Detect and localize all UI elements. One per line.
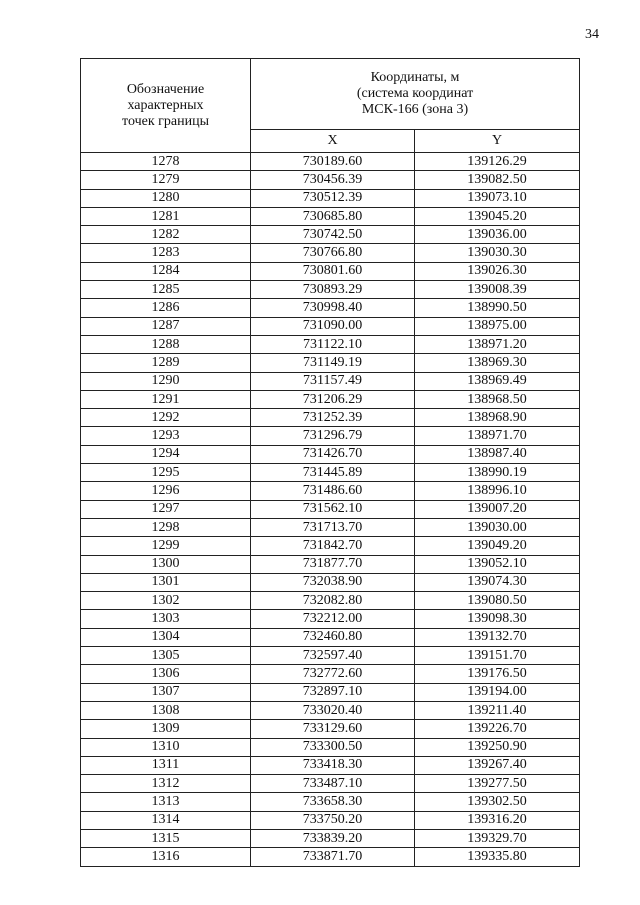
y-coordinate-cell: 139211.40 — [415, 701, 580, 719]
y-coordinate-cell: 138996.10 — [415, 482, 580, 500]
point-id-cell: 1290 — [81, 372, 251, 390]
page-number: 34 — [585, 27, 599, 42]
y-coordinate-cell: 139151.70 — [415, 647, 580, 665]
point-id-cell: 1316 — [81, 848, 251, 866]
table-row — [81, 207, 580, 225]
table-row — [81, 189, 580, 207]
table-row — [81, 665, 580, 683]
table-row — [81, 281, 580, 299]
y-coordinate-cell: 139098.30 — [415, 610, 580, 628]
x-coordinate-cell: 732897.10 — [251, 683, 415, 701]
table-row — [81, 299, 580, 317]
y-coordinate-cell: 139052.10 — [415, 555, 580, 573]
table-row — [81, 390, 580, 408]
y-coordinate-cell: 138969.49 — [415, 372, 580, 390]
x-coordinate-cell: 732597.40 — [251, 647, 415, 665]
table-row — [81, 738, 580, 756]
x-coordinate-cell: 733871.70 — [251, 848, 415, 866]
table-row — [81, 720, 580, 738]
point-id-cell: 1291 — [81, 390, 251, 408]
y-coordinate-cell: 139082.50 — [415, 171, 580, 189]
header-x: X — [251, 129, 415, 152]
point-id-cell: 1289 — [81, 354, 251, 372]
y-coordinate-cell: 139030.00 — [415, 518, 580, 536]
header-coordinates — [251, 59, 580, 130]
point-id-cell: 1307 — [81, 683, 251, 701]
y-coordinate-cell: 139267.40 — [415, 756, 580, 774]
point-id-cell: 1312 — [81, 775, 251, 793]
table-body — [81, 153, 580, 867]
point-id-cell: 1292 — [81, 409, 251, 427]
x-coordinate-cell: 733839.20 — [251, 829, 415, 847]
table-row — [81, 793, 580, 811]
table-row — [81, 683, 580, 701]
x-coordinate-cell: 733487.10 — [251, 775, 415, 793]
table-row — [81, 445, 580, 463]
x-coordinate-cell: 730766.80 — [251, 244, 415, 262]
y-coordinate-cell: 139250.90 — [415, 738, 580, 756]
y-coordinate-cell: 139080.50 — [415, 592, 580, 610]
x-coordinate-cell: 731296.79 — [251, 427, 415, 445]
table-row — [81, 829, 580, 847]
table-row — [81, 226, 580, 244]
x-coordinate-cell: 730742.50 — [251, 226, 415, 244]
point-id-cell: 1314 — [81, 811, 251, 829]
y-coordinate-cell: 139329.70 — [415, 829, 580, 847]
point-id-cell: 1288 — [81, 335, 251, 353]
coordinates-table — [80, 58, 580, 867]
table-row — [81, 628, 580, 646]
point-id-cell: 1285 — [81, 281, 251, 299]
table-row — [81, 701, 580, 719]
x-coordinate-cell: 731122.10 — [251, 335, 415, 353]
y-coordinate-cell: 139194.00 — [415, 683, 580, 701]
table-row — [81, 372, 580, 390]
point-id-cell: 1302 — [81, 592, 251, 610]
header-point-line: точек границы — [122, 113, 209, 129]
x-coordinate-cell: 730189.60 — [251, 153, 415, 171]
x-coordinate-cell: 731486.60 — [251, 482, 415, 500]
x-coordinate-cell: 732460.80 — [251, 628, 415, 646]
table-row — [81, 573, 580, 591]
y-coordinate-cell: 139073.10 — [415, 189, 580, 207]
header-coords-line: МСК-166 (зона 3) — [361, 101, 469, 117]
y-coordinate-cell: 139316.20 — [415, 811, 580, 829]
table-row — [81, 592, 580, 610]
x-coordinate-cell: 732038.90 — [251, 573, 415, 591]
x-coordinate-cell: 731877.70 — [251, 555, 415, 573]
x-coordinate-cell: 731090.00 — [251, 317, 415, 335]
table-row — [81, 555, 580, 573]
header-y: Y — [415, 129, 580, 152]
table-row — [81, 848, 580, 866]
header-point-line: Обозначение — [126, 81, 205, 97]
point-id-cell: 1284 — [81, 262, 251, 280]
x-coordinate-cell: 732772.60 — [251, 665, 415, 683]
x-coordinate-cell: 731842.70 — [251, 537, 415, 555]
point-id-cell: 1310 — [81, 738, 251, 756]
table-row — [81, 811, 580, 829]
point-id-cell: 1308 — [81, 701, 251, 719]
x-coordinate-cell: 731252.39 — [251, 409, 415, 427]
y-coordinate-cell: 139030.30 — [415, 244, 580, 262]
table-row — [81, 427, 580, 445]
point-id-cell: 1278 — [81, 153, 251, 171]
y-coordinate-cell: 138975.00 — [415, 317, 580, 335]
table-row — [81, 335, 580, 353]
y-coordinate-cell: 138968.50 — [415, 390, 580, 408]
table-row — [81, 244, 580, 262]
y-coordinate-cell: 139026.30 — [415, 262, 580, 280]
x-coordinate-cell: 731713.70 — [251, 518, 415, 536]
table-row — [81, 518, 580, 536]
table-row — [81, 537, 580, 555]
header-coords-line: (система координат — [356, 85, 474, 101]
point-id-cell: 1315 — [81, 829, 251, 847]
y-coordinate-cell: 139132.70 — [415, 628, 580, 646]
x-coordinate-cell: 733418.30 — [251, 756, 415, 774]
y-coordinate-cell: 139302.50 — [415, 793, 580, 811]
x-coordinate-cell: 733658.30 — [251, 793, 415, 811]
y-coordinate-cell: 138987.40 — [415, 445, 580, 463]
point-id-cell: 1295 — [81, 464, 251, 482]
x-coordinate-cell: 731562.10 — [251, 500, 415, 518]
point-id-cell: 1306 — [81, 665, 251, 683]
point-id-cell: 1311 — [81, 756, 251, 774]
table-row — [81, 153, 580, 171]
x-coordinate-cell: 733300.50 — [251, 738, 415, 756]
y-coordinate-cell: 139036.00 — [415, 226, 580, 244]
header-point-line: характерных — [127, 97, 204, 113]
point-id-cell: 1301 — [81, 573, 251, 591]
point-id-cell: 1305 — [81, 647, 251, 665]
y-coordinate-cell: 139008.39 — [415, 281, 580, 299]
y-coordinate-cell: 138971.20 — [415, 335, 580, 353]
y-coordinate-cell: 139049.20 — [415, 537, 580, 555]
x-coordinate-cell: 731206.29 — [251, 390, 415, 408]
table-row — [81, 464, 580, 482]
x-coordinate-cell: 730512.39 — [251, 189, 415, 207]
x-coordinate-cell: 733750.20 — [251, 811, 415, 829]
x-coordinate-cell: 730456.39 — [251, 171, 415, 189]
table-header — [81, 59, 580, 153]
x-coordinate-cell: 733129.60 — [251, 720, 415, 738]
table-row — [81, 500, 580, 518]
y-coordinate-cell: 138990.50 — [415, 299, 580, 317]
point-id-cell: 1294 — [81, 445, 251, 463]
y-coordinate-cell: 138969.30 — [415, 354, 580, 372]
point-id-cell: 1280 — [81, 189, 251, 207]
table-row — [81, 354, 580, 372]
x-coordinate-cell: 730998.40 — [251, 299, 415, 317]
point-id-cell: 1283 — [81, 244, 251, 262]
x-coordinate-cell: 732082.80 — [251, 592, 415, 610]
x-coordinate-cell: 731149.19 — [251, 354, 415, 372]
table-row — [81, 171, 580, 189]
table-row — [81, 482, 580, 500]
y-coordinate-cell: 139226.70 — [415, 720, 580, 738]
table-row — [81, 647, 580, 665]
point-id-cell: 1299 — [81, 537, 251, 555]
y-coordinate-cell: 139335.80 — [415, 848, 580, 866]
point-id-cell: 1309 — [81, 720, 251, 738]
point-id-cell: 1300 — [81, 555, 251, 573]
point-id-cell: 1281 — [81, 207, 251, 225]
point-id-cell: 1279 — [81, 171, 251, 189]
point-id-cell: 1287 — [81, 317, 251, 335]
y-coordinate-cell: 138968.90 — [415, 409, 580, 427]
table-row — [81, 262, 580, 280]
x-coordinate-cell: 733020.40 — [251, 701, 415, 719]
x-coordinate-cell: 732212.00 — [251, 610, 415, 628]
y-coordinate-cell: 139277.50 — [415, 775, 580, 793]
table-row — [81, 775, 580, 793]
y-coordinate-cell: 138971.70 — [415, 427, 580, 445]
table-row — [81, 610, 580, 628]
point-id-cell: 1286 — [81, 299, 251, 317]
x-coordinate-cell: 730893.29 — [251, 281, 415, 299]
y-coordinate-cell: 139045.20 — [415, 207, 580, 225]
point-id-cell: 1298 — [81, 518, 251, 536]
y-coordinate-cell: 139176.50 — [415, 665, 580, 683]
point-id-cell: 1297 — [81, 500, 251, 518]
point-id-cell: 1313 — [81, 793, 251, 811]
table-row — [81, 756, 580, 774]
y-coordinate-cell: 139126.29 — [415, 153, 580, 171]
x-coordinate-cell: 731426.70 — [251, 445, 415, 463]
table-row — [81, 409, 580, 427]
point-id-cell: 1303 — [81, 610, 251, 628]
x-coordinate-cell: 730685.80 — [251, 207, 415, 225]
point-id-cell: 1282 — [81, 226, 251, 244]
y-coordinate-cell: 139074.30 — [415, 573, 580, 591]
y-coordinate-cell: 139007.20 — [415, 500, 580, 518]
header-coords-line: Координаты, м — [370, 69, 460, 85]
x-coordinate-cell: 731445.89 — [251, 464, 415, 482]
point-id-cell: 1293 — [81, 427, 251, 445]
header-point-designation — [81, 59, 251, 153]
y-coordinate-cell: 138990.19 — [415, 464, 580, 482]
x-coordinate-cell: 730801.60 — [251, 262, 415, 280]
point-id-cell: 1304 — [81, 628, 251, 646]
x-coordinate-cell: 731157.49 — [251, 372, 415, 390]
table-row — [81, 317, 580, 335]
point-id-cell: 1296 — [81, 482, 251, 500]
